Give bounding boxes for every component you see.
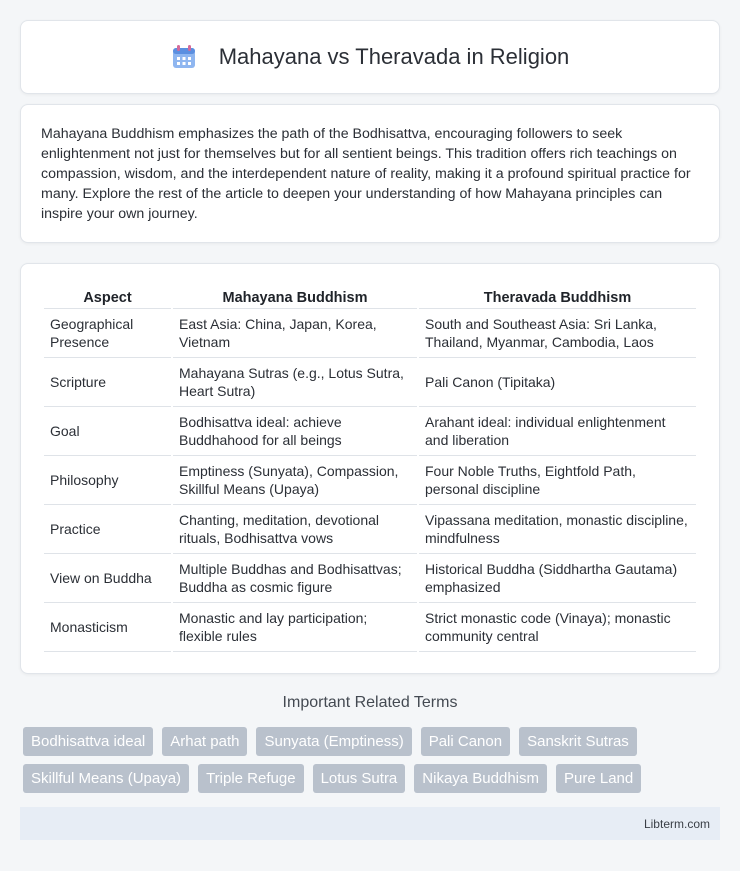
tag-skillful-means[interactable]: Skillful Means (Upaya) — [23, 764, 189, 793]
intro-card — [20, 104, 720, 243]
table-header-row — [44, 284, 696, 309]
table-cell-mahayana: Chanting, meditation, devotional rituals, Bodhisattva vows — [173, 505, 417, 554]
header-aspect: Aspect — [44, 284, 171, 309]
page-title: Mahayana vs Theravada in Religion — [218, 44, 570, 69]
header-mahayana: Mahayana Buddhism — [173, 284, 417, 309]
tag-sanskrit-sutras[interactable]: Sanskrit Sutras — [519, 727, 637, 756]
footer-site-link[interactable]: Libterm.com — [643, 817, 710, 831]
tag-pure-land[interactable]: Pure Land — [556, 764, 641, 793]
tag-nikaya-buddhism[interactable]: Nikaya Buddhism — [414, 764, 547, 793]
tag-sunyata[interactable]: Sunyata (Emptiness) — [256, 727, 411, 756]
table-row — [44, 358, 696, 407]
related-terms-tags — [23, 727, 723, 801]
table-cell-mahayana: Mahayana Sutras (e.g., Lotus Sutra, Heart Sutra) — [173, 358, 417, 407]
comparison-table-card — [20, 263, 720, 674]
table-cell-theravada: Strict monastic code (Vinaya); monastic community central — [419, 603, 696, 652]
table-cell-theravada: Four Noble Truths, Eightfold Path, personal discipline — [419, 456, 696, 505]
header-theravada: Theravada Buddhism — [419, 284, 696, 309]
intro-text: Mahayana Buddhism emphasizes the path of the Bodhisattva, encouraging followers to seek enlightenment not just for themselves but for all sentient beings. This tradition offers rich teachings on compassion, wisdom, and the interdependent nature of reality, making it a profound spiritual practice for many. Explore the rest of the article to deepen your understanding of how Mahayana principles can inspire your own journey. — [41, 126, 691, 222]
table-cell-mahayana: East Asia: China, Japan, Korea, Vietnam — [173, 309, 417, 358]
table-cell-aspect: Philosophy — [44, 456, 171, 505]
comparison-table — [42, 284, 698, 652]
table-cell-aspect: View on Buddha — [44, 554, 171, 603]
tag-row — [23, 727, 723, 756]
tag-lotus-sutra[interactable]: Lotus Sutra — [313, 764, 406, 793]
related-terms-title: Important Related Terms — [282, 694, 458, 711]
calendar-icon — [171, 44, 197, 70]
table-cell-mahayana: Monastic and lay participation; flexible rules — [173, 603, 417, 652]
table-row — [44, 456, 696, 505]
table-cell-theravada: Arahant ideal: individual enlightenment and liberation — [419, 407, 696, 456]
table-row — [44, 407, 696, 456]
tag-row — [23, 764, 723, 793]
footer — [20, 807, 720, 840]
table-cell-theravada: Vipassana meditation, monastic discipline, mindfulness — [419, 505, 696, 554]
table-row — [44, 554, 696, 603]
table-cell-aspect: Practice — [44, 505, 171, 554]
table-cell-aspect: Goal — [44, 407, 171, 456]
table-cell-theravada: Historical Buddha (Siddhartha Gautama) emphasized — [419, 554, 696, 603]
table-cell-theravada: Pali Canon (Tipitaka) — [419, 358, 696, 407]
table-row — [44, 603, 696, 652]
table-cell-theravada: South and Southeast Asia: Sri Lanka, Thailand, Myanmar, Cambodia, Laos — [419, 309, 696, 358]
tag-arhat-path[interactable]: Arhat path — [162, 727, 247, 756]
tag-bodhisattva-ideal[interactable]: Bodhisattva ideal — [23, 727, 153, 756]
header-card — [20, 20, 720, 94]
table-row — [44, 505, 696, 554]
table-cell-aspect: Monasticism — [44, 603, 171, 652]
table-cell-aspect: Scripture — [44, 358, 171, 407]
table-cell-mahayana: Bodhisattva ideal: achieve Buddhahood for all beings — [173, 407, 417, 456]
table-cell-aspect: Geographical Presence — [44, 309, 171, 358]
tag-pali-canon[interactable]: Pali Canon — [421, 727, 510, 756]
table-cell-mahayana: Multiple Buddhas and Bodhisattvas; Buddha as cosmic figure — [173, 554, 417, 603]
tag-triple-refuge[interactable]: Triple Refuge — [198, 764, 304, 793]
table-cell-mahayana: Emptiness (Sunyata), Compassion, Skillful Means (Upaya) — [173, 456, 417, 505]
table-row — [44, 309, 696, 358]
